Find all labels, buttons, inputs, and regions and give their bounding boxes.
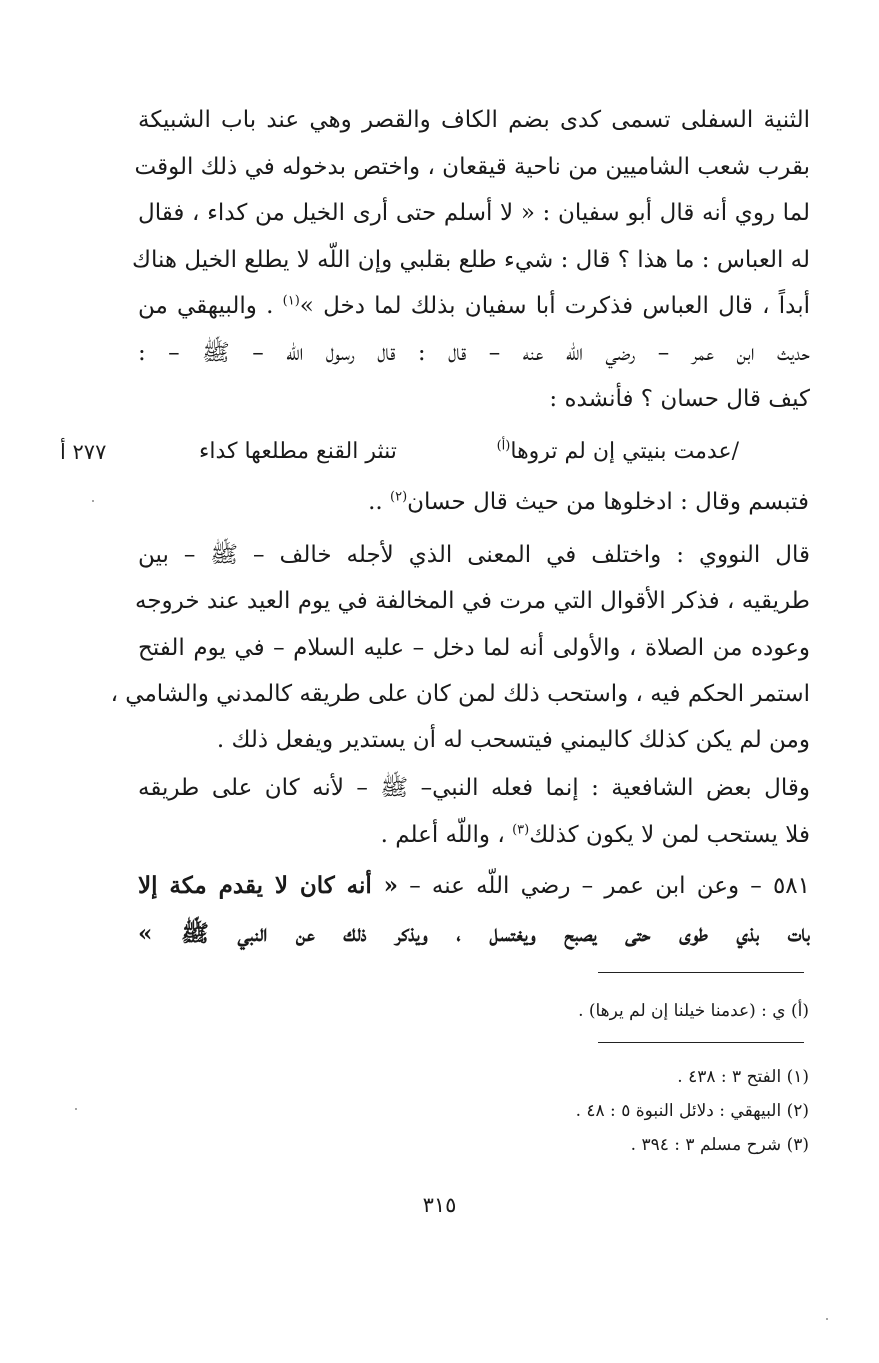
scan-speck <box>826 1318 828 1320</box>
footnote-3: (٣) شرح مسلم ٣ : ٣٩٤ . <box>630 1135 809 1155</box>
page-number: ٣١٥ <box>422 1193 457 1217</box>
text-line: له العباس : ما هذا ؟ قال : شيء طلع بقلبي وإن اللّه لا يطلع الخيل هناك <box>132 247 810 273</box>
text-line <box>138 283 810 330</box>
text-line: لما روي أنه قال أبو سفيان : « لا أسلم حتى أرى الخيل من كداء ، فقال <box>138 200 810 226</box>
text-line: بقرب شعب الشاميين من ناحية قيقعان ، واختص بدخوله في ذلك الوقت <box>134 154 810 180</box>
text-line <box>138 812 810 859</box>
hemistich-text: /عدمت بنيتي إن لم تروها <box>510 439 739 464</box>
hadith-number-and-narrator: ٥٨١ – وعن ابن عمر – رضي اللّه عنه – <box>398 873 811 899</box>
scan-speck <box>75 1108 77 1110</box>
text-line: حديث ابن عمر – رضي اللّه عنه – قال : قال رسول اللّه – ﷺ – : <box>138 340 810 366</box>
footnote-2: (٢) البيهقي : دلائل النبوة ٥ : ٤٨ . <box>575 1101 809 1121</box>
text-line: وعوده من الصلاة ، والأولى أنه لما دخل – عليه السلام – في يوم الفتح <box>138 635 810 661</box>
footnote-ref: (٢) <box>390 489 408 505</box>
text-line: بات بذي طوى حتى يصبح ويغتسل ، ويذكر ذلك عن النبي ﷺ » <box>138 920 810 947</box>
text-segment: فتبسم وقال : ادخلوها من حيث قال حسان <box>407 489 809 515</box>
text-line: قال النووي : واختلف في المعنى الذي لأجله خالف – ﷺ – بين <box>138 542 810 568</box>
poetry-verse <box>199 432 739 472</box>
text-line: طريقيه ، فذكر الأقوال التي مرت في المخالفة في يوم العيد عند خروجه <box>134 588 810 614</box>
manuscript-folio-marker: ٢٧٧ أ <box>60 440 107 464</box>
text-segment: . والبيهقي من <box>138 293 283 319</box>
text-segment: أبداً ، قال العباس فذكرت أبا سفيان بذلك لما دخل » <box>299 293 810 319</box>
text-line: ومن لم يكن كذلك كاليمني فيتسحب له أن يستدير ويفعل ذلك . <box>216 727 810 753</box>
footnote-ref: (١) <box>282 293 300 309</box>
text-line: كيف قال حسان ؟ فأنشده : <box>549 386 810 412</box>
footnote-letter-a: (أ) ي : (عدمنا خيلنا إن لم يرها) . <box>578 1001 809 1021</box>
text-line: الثنية السفلى تسمى كدى بضم الكاف والقصر وهي عند باب الشبيكة <box>138 107 810 133</box>
verse-second-hemistich: تنثر القنع مطلعها كداء <box>199 439 397 464</box>
footnote-separator <box>598 1042 804 1043</box>
text-segment: فلا يستحب لمن لا يكون كذلك <box>529 822 810 848</box>
text-segment: ، واللّه أعلم . <box>380 822 513 848</box>
text-line: وقال بعض الشافعية : إنما فعله النبي– ﷺ – لأنه كان على طريقه <box>138 775 810 801</box>
footnote-ref: (٣) <box>512 822 530 838</box>
scan-speck <box>92 500 94 502</box>
verse-first-hemistich <box>497 432 739 472</box>
footnote-ref: (أ) <box>496 438 511 454</box>
text-line: استمر الحكم فيه ، واستحب ذلك لمن كان على طريقه كالمدني والشامي ، <box>110 681 810 707</box>
text-line <box>137 479 809 526</box>
text-segment: .. <box>368 489 390 515</box>
hadith-text: « أنه كان لا يقدم مكة إلا <box>138 872 399 899</box>
footnote-1: (١) الفتح ٣ : ٤٣٨ . <box>677 1067 809 1087</box>
footnote-separator <box>598 972 804 973</box>
text-line <box>138 862 810 910</box>
